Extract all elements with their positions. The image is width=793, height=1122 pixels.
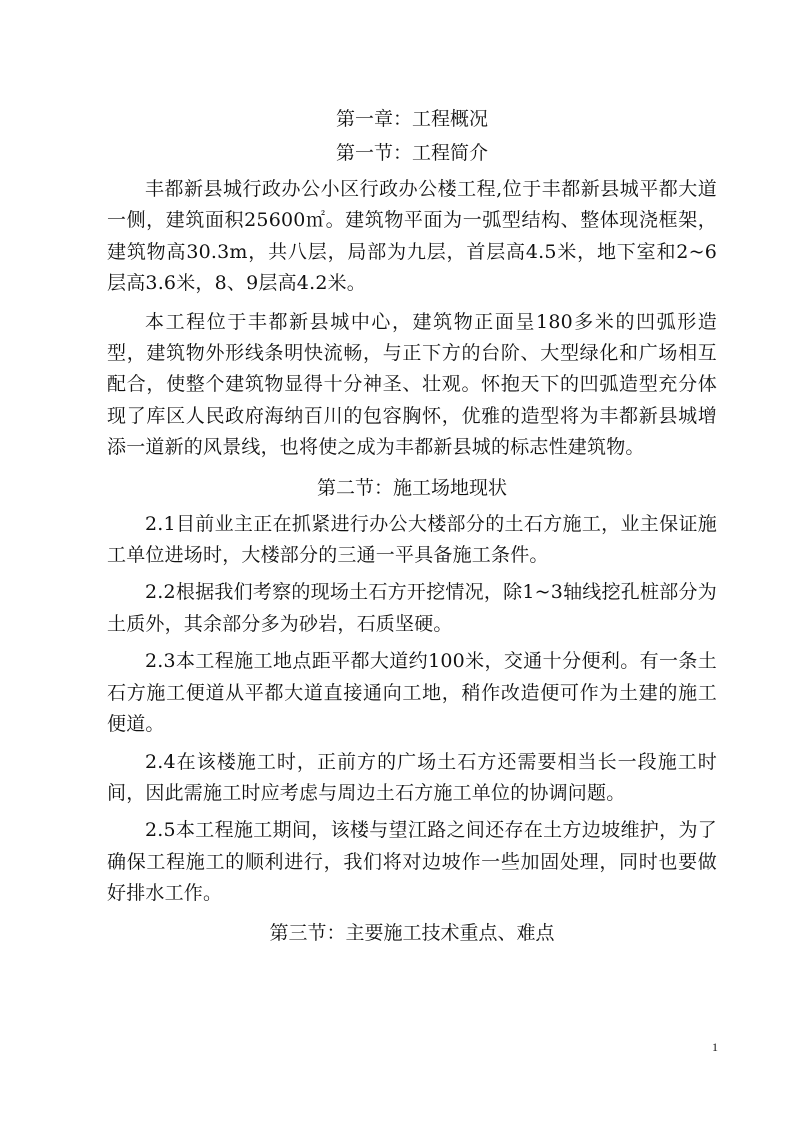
chapter-title: 第一章：工程概况: [335, 108, 488, 130]
paragraph-site-2-1: 2.1目前业主正在抓紧进行办公大楼部分的土石方施工，业主保证施工单位进场时，大楼部分的三通一平具备施工条件。: [107, 512, 717, 567]
page-number: 1: [712, 1040, 718, 1054]
paragraph-architecture-description: 本工程位于丰都新县城中心，建筑物正面呈180多米的凹弧形造型，建筑物外形线条明快流畅，与正下方的台阶、大型绿化和广场相互配合，使整个建筑物显得十分神圣、壮观。怀抱天下的凹弧造型充分体现了库区人民政府海纳百川的包容胸怀，优雅的造型将为丰都新县城增添一道新的风景线，也将使之成为丰都新县城的标志性建筑物。: [107, 310, 717, 459]
paragraph-project-location: 丰都新县城行政办公小区行政办公楼工程,位于丰都新县城平都大道一侧，建筑面积25600㎡。建筑物平面为一弧型结构、整体现浇框架，建筑物高30.3m，共八层，局部为九层，首层高4.5米，地下室和2~6层高3.6米，8、9层高4.2米。: [107, 178, 717, 295]
section-title-site-status: 第二节：施工场地现状: [316, 476, 507, 499]
paragraph-site-2-2: 2.2根据我们考察的现场土石方开挖情况，除1~3轴线挖孔桩部分为土质外，其余部分多为砂岩，石质坚硬。: [107, 581, 717, 635]
section-title-overview: 第一节：工程简介: [335, 142, 488, 164]
paragraph-site-2-5: 2.5本工程施工期间，该楼与望江路之间还存在土方边坡维护，为了确保工程施工的顺利进行，我们将对边坡作一些加固处理，同时也要做好排水工作。: [107, 819, 717, 905]
document-page: [107, 96, 717, 950]
paragraph-site-2-3: 2.3本工程施工地点距平都大道约100米，交通十分便利。有一条土石方施工便道从平都大道直接通向工地，稍作改造便可作为土建的施工便道。: [107, 650, 717, 736]
paragraph-site-2-4: 2.4在该楼施工时，正前方的广场土石方还需要相当长一段施工时间，因此需施工时应考虑与周边土石方施工单位的协调问题。: [107, 750, 717, 804]
section-title-key-difficulties: 第三节：主要施工技术重点、难点: [269, 921, 555, 944]
